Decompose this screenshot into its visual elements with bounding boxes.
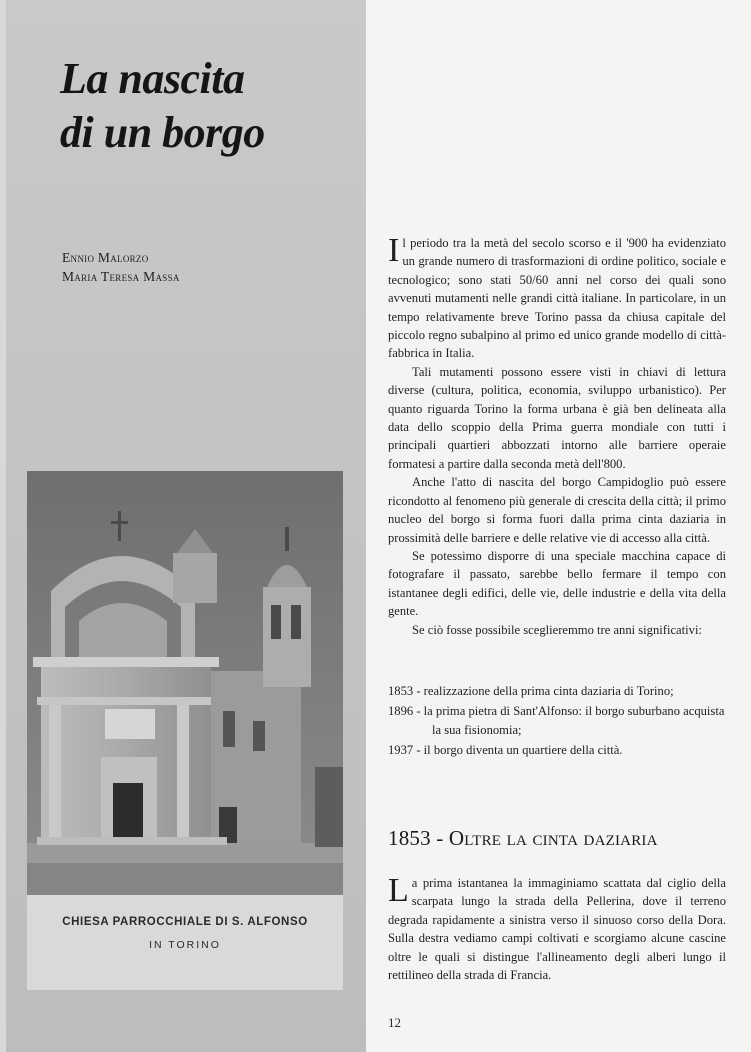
page-number: 12 xyxy=(388,1015,401,1030)
intro-text xyxy=(388,234,726,639)
title-line-1: La nascita xyxy=(60,54,245,103)
intro-paragraph-1 xyxy=(388,234,726,363)
date-item-1937: 1937 - il borgo diventa un quartiere della città. xyxy=(388,743,623,758)
section-heading: 1853 - Oltre la cinta daziaria xyxy=(388,826,658,850)
title-line-2: di un borgo xyxy=(60,108,265,157)
intro-paragraph-4: Se potessimo disporre di una speciale macchina capace di fotografare il passato, sarebbe bello fermare il tempo con istantanee degli edifici, delle vie, delle industrie e della vita della gente. xyxy=(388,548,726,619)
authors xyxy=(62,248,342,286)
intro-paragraph-3: Anche l'atto di nascita del borgo Campidoglio può essere ricondotto al fenomeno più generale di crescita della città; il primo nucleo del borgo si forma fuori dalla prima cinta daziaria in prossimità delle barriere e delle relative vie di accesso alla città. xyxy=(388,475,726,545)
drop-cap: I xyxy=(388,232,400,269)
intro-paragraph-5: Se ciò fosse possibile sceglieremmo tre anni significativi: xyxy=(412,622,702,637)
date-item-1853: 1853 - realizzazione della prima cinta daziaria di Torino; xyxy=(388,684,674,698)
intro-paragraph-2: Tali mutamenti possono essere visti in chiavi di lettura diverse (cultura, politica, economia, sviluppo urbanistico). Per quanto riguarda Torino la forma urbana è già ben delineata alla data dello scoppio della Prima guerra mondiale con tutti i principali quartieri abbozzati intorno alle barriere operaie formatesi a partire dalla seconda metà dell'800. xyxy=(388,364,726,471)
church-photo xyxy=(27,471,343,895)
author-2: Maria Teresa Massa xyxy=(62,269,180,284)
section-paragraph-1-text: a prima istantanea la immaginiamo scattata dal ciglio della scarpata lungo la strada della Pellerina, dove il terreno degrada rapidamente a sinistra verso il sinuoso corso della Dora. Sulla destra vediamo campi coltivati e scorgiamo alcune cascine oltre le quali si distingue l'allineamento degli alberi lungo il rettilineo della strada di Francia. xyxy=(388,876,726,983)
date-item-1896: 1896 - la prima pietra di Sant'Alfonso: il borgo suburbano acquista la sua fisionomia; xyxy=(388,704,725,737)
photo-caption: CHIESA PARROCCHIALE DI S. ALFONSO xyxy=(62,916,308,928)
dates-list xyxy=(388,682,726,762)
section-drop-cap: L xyxy=(388,872,409,909)
page-title xyxy=(60,52,360,160)
photo-caption-location: IN TORINO xyxy=(149,939,221,951)
intro-paragraph-1-text: l periodo tra la metà del secolo scorso e il '900 ha evidenziato un grande numero di trasformazioni di ordine politico, sociale e tecnologico; sono stati 50/60 anni nel corso dei quali sono avvenuti mutamenti nelle grandi città italiane. In particolare, in un tempo relativamente breve Torino passa da chiusa capitale del piccolo regno subalpino al primo ed unico grande modello di città-fabbrica in Italia. xyxy=(388,236,726,361)
section-text xyxy=(388,874,726,984)
page-edge xyxy=(0,0,6,1052)
section-paragraph-1 xyxy=(388,874,726,984)
author-1: Ennio Malorzo xyxy=(62,250,149,265)
